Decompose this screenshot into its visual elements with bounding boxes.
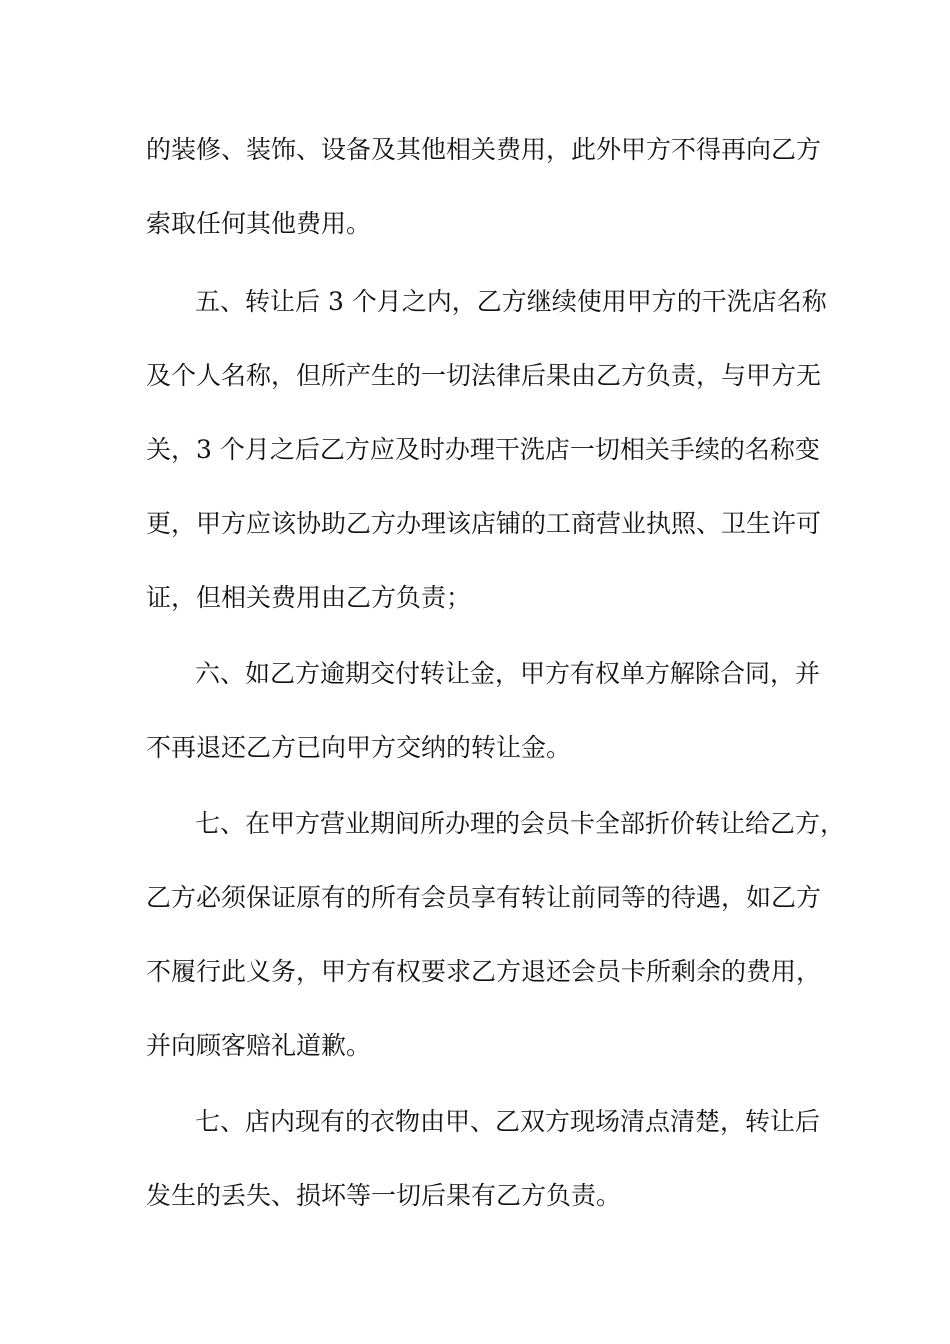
paragraph-start-line: 五、转让后 3 个月之内，乙方继续使用甲方的干洗店名称 — [195, 287, 827, 316]
text-line: 证，但相关费用由乙方负责； — [146, 583, 472, 612]
text-line: 关，3 个月之后乙方应及时办理干洗店一切相关手续的名称变 — [146, 435, 820, 464]
paragraph-start-line: 七、店内现有的衣物由甲、乙双方现场清点清楚，转让后 — [195, 1107, 821, 1136]
text-line: 并向顾客赔礼道歉。 — [146, 1031, 372, 1060]
text-line: 的装修、装饰、设备及其他相关费用，此外甲方不得再向乙方 — [146, 135, 822, 164]
text-line: 更，甲方应该协助乙方办理该店铺的工商营业执照、卫生许可 — [146, 509, 822, 538]
text-line: 不再退还乙方已向甲方交纳的转让金。 — [146, 733, 572, 762]
text-line: 索取任何其他费用。 — [146, 209, 372, 238]
text-line: 及个人名称，但所产生的一切法律后果由乙方负责，与甲方无 — [146, 361, 822, 390]
text-line: 乙方必须保证原有的所有会员享有转让前同等的待遇，如乙方 — [146, 883, 822, 912]
text-line: 发生的丢失、损坏等一切后果有乙方负责。 — [146, 1181, 622, 1210]
paragraph-start-line: 六、如乙方逾期交付转让金，甲方有权单方解除合同，并 — [195, 659, 821, 688]
text-line: 不履行此义务，甲方有权要求乙方退还会员卡所剩余的费用， — [146, 957, 822, 986]
paragraph-start-line: 七、在甲方营业期间所办理的会员卡全部折价转让给乙方， — [195, 809, 846, 838]
